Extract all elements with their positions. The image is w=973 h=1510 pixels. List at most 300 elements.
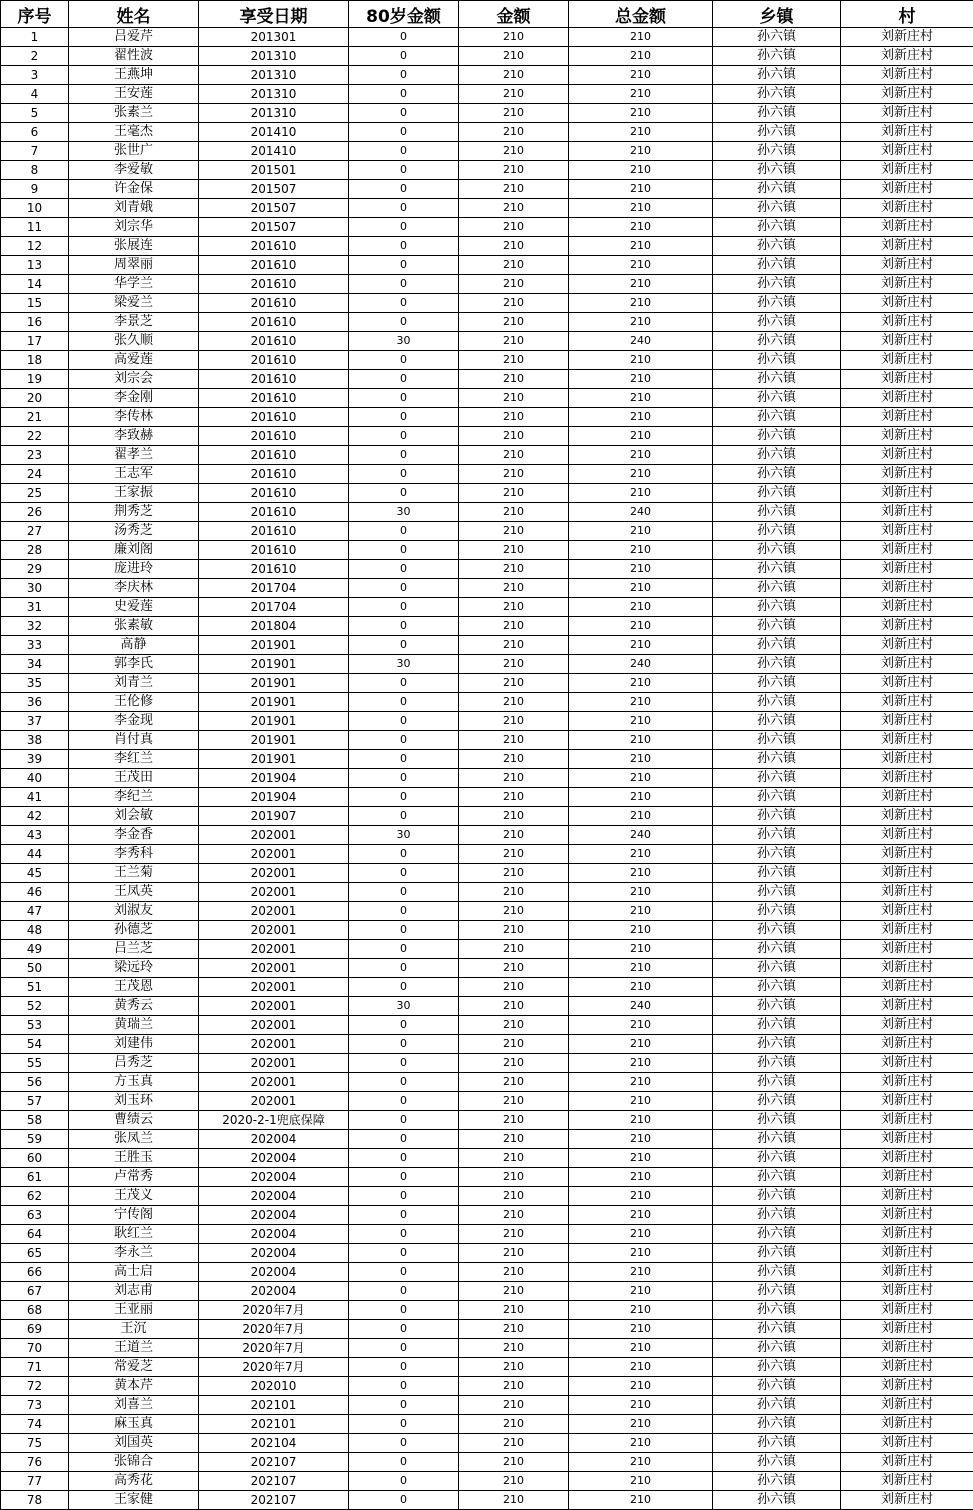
table-row [1, 1016, 973, 1035]
cell-town: 孙六镇 [713, 370, 841, 389]
cell-age80-amount: 0 [349, 560, 459, 579]
cell-village: 刘新庄村 [841, 522, 973, 541]
cell-start-date: 202004 [199, 1282, 349, 1301]
cell-town: 孙六镇 [713, 1149, 841, 1168]
cell-name: 李传林 [69, 408, 199, 427]
table-row [1, 85, 973, 104]
cell-index: 19 [1, 370, 69, 389]
cell-index: 39 [1, 750, 69, 769]
cell-start-date: 202107 [199, 1472, 349, 1491]
cell-start-date: 2020年7月 [199, 1339, 349, 1358]
cell-index: 20 [1, 389, 69, 408]
cell-name: 高士启 [69, 1263, 199, 1282]
cell-age80-amount: 0 [349, 788, 459, 807]
cell-index: 25 [1, 484, 69, 503]
cell-town: 孙六镇 [713, 1092, 841, 1111]
cell-town: 孙六镇 [713, 1035, 841, 1054]
table-row [1, 1111, 973, 1130]
cell-amount: 210 [459, 427, 569, 446]
cell-age80-amount: 0 [349, 1149, 459, 1168]
cell-name: 许金保 [69, 180, 199, 199]
cell-name: 王茂恩 [69, 978, 199, 997]
cell-age80-amount: 0 [349, 484, 459, 503]
cell-age80-amount: 0 [349, 161, 459, 180]
cell-start-date: 2020年7月 [199, 1320, 349, 1339]
cell-start-date: 201610 [199, 275, 349, 294]
table-row [1, 1263, 973, 1282]
cell-amount: 210 [459, 1396, 569, 1415]
cell-total-amount: 210 [569, 769, 713, 788]
cell-village: 刘新庄村 [841, 712, 973, 731]
cell-age80-amount: 0 [349, 1130, 459, 1149]
cell-village: 刘新庄村 [841, 1358, 973, 1377]
cell-age80-amount: 0 [349, 579, 459, 598]
cell-amount: 210 [459, 1092, 569, 1111]
cell-name: 常爱芝 [69, 1358, 199, 1377]
cell-age80-amount: 0 [349, 1187, 459, 1206]
cell-total-amount: 210 [569, 1206, 713, 1225]
cell-age80-amount: 0 [349, 883, 459, 902]
table-row [1, 180, 973, 199]
table-row [1, 1130, 973, 1149]
table-row [1, 427, 973, 446]
cell-name: 李红兰 [69, 750, 199, 769]
cell-index: 32 [1, 617, 69, 636]
cell-start-date: 202001 [199, 1054, 349, 1073]
cell-age80-amount: 0 [349, 541, 459, 560]
cell-start-date: 201901 [199, 731, 349, 750]
cell-village: 刘新庄村 [841, 294, 973, 313]
cell-amount: 210 [459, 199, 569, 218]
cell-name: 翟孝兰 [69, 446, 199, 465]
table-row [1, 446, 973, 465]
cell-total-amount: 210 [569, 370, 713, 389]
table-row [1, 864, 973, 883]
cell-total-amount: 210 [569, 408, 713, 427]
cell-total-amount: 210 [569, 921, 713, 940]
cell-village: 刘新庄村 [841, 85, 973, 104]
cell-index: 15 [1, 294, 69, 313]
cell-index: 51 [1, 978, 69, 997]
cell-start-date: 202001 [199, 1073, 349, 1092]
cell-village: 刘新庄村 [841, 617, 973, 636]
table-row [1, 541, 973, 560]
cell-village: 刘新庄村 [841, 1472, 973, 1491]
cell-age80-amount: 30 [349, 997, 459, 1016]
table-row [1, 1320, 973, 1339]
cell-index: 43 [1, 826, 69, 845]
cell-start-date: 202001 [199, 1016, 349, 1035]
cell-village: 刘新庄村 [841, 370, 973, 389]
cell-total-amount: 210 [569, 712, 713, 731]
cell-index: 36 [1, 693, 69, 712]
cell-index: 23 [1, 446, 69, 465]
cell-age80-amount: 0 [349, 1263, 459, 1282]
table-row [1, 332, 973, 351]
table-row [1, 598, 973, 617]
cell-amount: 210 [459, 47, 569, 66]
cell-age80-amount: 0 [349, 446, 459, 465]
cell-name: 王伦修 [69, 693, 199, 712]
cell-amount: 210 [459, 370, 569, 389]
cell-amount: 210 [459, 921, 569, 940]
table-row [1, 1301, 973, 1320]
cell-town: 孙六镇 [713, 1187, 841, 1206]
cell-index: 6 [1, 123, 69, 142]
cell-amount: 210 [459, 579, 569, 598]
cell-age80-amount: 0 [349, 1054, 459, 1073]
cell-start-date: 202001 [199, 826, 349, 845]
table-row [1, 1491, 973, 1510]
table-row [1, 997, 973, 1016]
cell-total-amount: 210 [569, 1187, 713, 1206]
cell-start-date: 202107 [199, 1453, 349, 1472]
cell-amount: 210 [459, 978, 569, 997]
cell-town: 孙六镇 [713, 731, 841, 750]
cell-village: 刘新庄村 [841, 1396, 973, 1415]
table-row [1, 1453, 973, 1472]
table-row [1, 788, 973, 807]
cell-total-amount: 210 [569, 28, 713, 47]
header-index: 序号 [1, 1, 69, 28]
table-row [1, 313, 973, 332]
cell-name: 王茂义 [69, 1187, 199, 1206]
cell-total-amount: 210 [569, 1149, 713, 1168]
cell-town: 孙六镇 [713, 769, 841, 788]
cell-town: 孙六镇 [713, 1130, 841, 1149]
cell-start-date: 201610 [199, 237, 349, 256]
table-row [1, 1187, 973, 1206]
cell-name: 李景芝 [69, 313, 199, 332]
cell-amount: 210 [459, 1130, 569, 1149]
cell-town: 孙六镇 [713, 85, 841, 104]
cell-amount: 210 [459, 313, 569, 332]
table-row [1, 389, 973, 408]
cell-amount: 210 [459, 66, 569, 85]
table-row [1, 1377, 973, 1396]
cell-total-amount: 210 [569, 142, 713, 161]
cell-amount: 210 [459, 389, 569, 408]
cell-total-amount: 210 [569, 180, 713, 199]
cell-index: 8 [1, 161, 69, 180]
header-village: 村 [841, 1, 973, 28]
cell-total-amount: 210 [569, 940, 713, 959]
cell-village: 刘新庄村 [841, 1016, 973, 1035]
cell-total-amount: 210 [569, 199, 713, 218]
cell-start-date: 202001 [199, 845, 349, 864]
cell-village: 刘新庄村 [841, 66, 973, 85]
cell-name: 曹绩云 [69, 1111, 199, 1130]
cell-town: 孙六镇 [713, 313, 841, 332]
cell-village: 刘新庄村 [841, 142, 973, 161]
cell-village: 刘新庄村 [841, 1377, 973, 1396]
cell-name: 吕爱芹 [69, 28, 199, 47]
cell-town: 孙六镇 [713, 655, 841, 674]
cell-amount: 210 [459, 294, 569, 313]
cell-town: 孙六镇 [713, 750, 841, 769]
cell-name: 王亚丽 [69, 1301, 199, 1320]
cell-total-amount: 240 [569, 332, 713, 351]
table-row [1, 1415, 973, 1434]
cell-town: 孙六镇 [713, 1073, 841, 1092]
cell-amount: 210 [459, 1339, 569, 1358]
cell-name: 王道兰 [69, 1339, 199, 1358]
cell-name: 梁远玲 [69, 959, 199, 978]
cell-age80-amount: 0 [349, 199, 459, 218]
cell-name: 刘宗会 [69, 370, 199, 389]
cell-amount: 210 [459, 408, 569, 427]
cell-amount: 210 [459, 256, 569, 275]
table-row [1, 294, 973, 313]
cell-age80-amount: 0 [349, 769, 459, 788]
cell-age80-amount: 0 [349, 522, 459, 541]
cell-age80-amount: 0 [349, 1491, 459, 1510]
table-row [1, 104, 973, 123]
cell-index: 71 [1, 1358, 69, 1377]
cell-amount: 210 [459, 180, 569, 199]
cell-total-amount: 210 [569, 598, 713, 617]
cell-village: 刘新庄村 [841, 1415, 973, 1434]
table-row [1, 1339, 973, 1358]
cell-amount: 210 [459, 522, 569, 541]
table-row [1, 1225, 973, 1244]
cell-index: 3 [1, 66, 69, 85]
cell-start-date: 201610 [199, 541, 349, 560]
cell-amount: 210 [459, 1377, 569, 1396]
cell-name: 王家健 [69, 1491, 199, 1510]
cell-total-amount: 210 [569, 275, 713, 294]
cell-village: 刘新庄村 [841, 1263, 973, 1282]
cell-total-amount: 210 [569, 1301, 713, 1320]
cell-name: 李金现 [69, 712, 199, 731]
cell-town: 孙六镇 [713, 28, 841, 47]
cell-village: 刘新庄村 [841, 959, 973, 978]
cell-start-date: 202001 [199, 1035, 349, 1054]
cell-start-date: 201610 [199, 408, 349, 427]
cell-amount: 210 [459, 1491, 569, 1510]
cell-town: 孙六镇 [713, 1111, 841, 1130]
cell-start-date: 202001 [199, 940, 349, 959]
table-row [1, 1434, 973, 1453]
cell-name: 王沉 [69, 1320, 199, 1339]
cell-village: 刘新庄村 [841, 484, 973, 503]
table-row [1, 579, 973, 598]
table-row [1, 921, 973, 940]
cell-amount: 210 [459, 750, 569, 769]
cell-village: 刘新庄村 [841, 332, 973, 351]
cell-total-amount: 210 [569, 237, 713, 256]
table-row [1, 47, 973, 66]
cell-town: 孙六镇 [713, 598, 841, 617]
cell-amount: 210 [459, 1320, 569, 1339]
cell-age80-amount: 30 [349, 655, 459, 674]
cell-town: 孙六镇 [713, 465, 841, 484]
cell-index: 4 [1, 85, 69, 104]
cell-town: 孙六镇 [713, 1339, 841, 1358]
cell-start-date: 202001 [199, 921, 349, 940]
table-row [1, 1472, 973, 1491]
cell-town: 孙六镇 [713, 427, 841, 446]
cell-village: 刘新庄村 [841, 1244, 973, 1263]
cell-amount: 210 [459, 1206, 569, 1225]
cell-total-amount: 210 [569, 1358, 713, 1377]
table-row [1, 1358, 973, 1377]
cell-index: 46 [1, 883, 69, 902]
table-row [1, 1396, 973, 1415]
cell-town: 孙六镇 [713, 199, 841, 218]
cell-town: 孙六镇 [713, 1301, 841, 1320]
cell-village: 刘新庄村 [841, 218, 973, 237]
cell-village: 刘新庄村 [841, 237, 973, 256]
cell-age80-amount: 0 [349, 921, 459, 940]
cell-name: 王胜玉 [69, 1149, 199, 1168]
cell-village: 刘新庄村 [841, 1453, 973, 1472]
cell-town: 孙六镇 [713, 1206, 841, 1225]
cell-amount: 210 [459, 1263, 569, 1282]
cell-town: 孙六镇 [713, 636, 841, 655]
cell-town: 孙六镇 [713, 484, 841, 503]
table-row [1, 199, 973, 218]
cell-start-date: 201610 [199, 465, 349, 484]
cell-age80-amount: 0 [349, 427, 459, 446]
cell-village: 刘新庄村 [841, 826, 973, 845]
cell-town: 孙六镇 [713, 1415, 841, 1434]
cell-total-amount: 210 [569, 959, 713, 978]
cell-village: 刘新庄村 [841, 598, 973, 617]
cell-amount: 210 [459, 693, 569, 712]
cell-start-date: 201501 [199, 161, 349, 180]
cell-town: 孙六镇 [713, 807, 841, 826]
cell-amount: 210 [459, 1168, 569, 1187]
table-row [1, 237, 973, 256]
cell-town: 孙六镇 [713, 522, 841, 541]
cell-index: 31 [1, 598, 69, 617]
cell-name: 周翠丽 [69, 256, 199, 275]
cell-start-date: 201907 [199, 807, 349, 826]
cell-name: 刘会敏 [69, 807, 199, 826]
cell-age80-amount: 0 [349, 1377, 459, 1396]
cell-index: 35 [1, 674, 69, 693]
table-row [1, 503, 973, 522]
cell-age80-amount: 0 [349, 750, 459, 769]
cell-age80-amount: 0 [349, 370, 459, 389]
cell-name: 张久顺 [69, 332, 199, 351]
cell-age80-amount: 0 [349, 1396, 459, 1415]
cell-amount: 210 [459, 1434, 569, 1453]
cell-village: 刘新庄村 [841, 769, 973, 788]
cell-name: 刘淑友 [69, 902, 199, 921]
cell-town: 孙六镇 [713, 845, 841, 864]
cell-index: 34 [1, 655, 69, 674]
cell-age80-amount: 0 [349, 807, 459, 826]
cell-town: 孙六镇 [713, 617, 841, 636]
header-town: 乡镇 [713, 1, 841, 28]
cell-total-amount: 210 [569, 1054, 713, 1073]
table-row [1, 883, 973, 902]
cell-age80-amount: 0 [349, 408, 459, 427]
cell-index: 5 [1, 104, 69, 123]
cell-start-date: 202101 [199, 1415, 349, 1434]
cell-village: 刘新庄村 [841, 1073, 973, 1092]
cell-town: 孙六镇 [713, 351, 841, 370]
cell-amount: 210 [459, 1453, 569, 1472]
cell-age80-amount: 0 [349, 674, 459, 693]
cell-index: 45 [1, 864, 69, 883]
header-name: 姓名 [69, 1, 199, 28]
table-row [1, 1206, 973, 1225]
cell-total-amount: 210 [569, 123, 713, 142]
cell-total-amount: 210 [569, 427, 713, 446]
cell-village: 刘新庄村 [841, 47, 973, 66]
cell-village: 刘新庄村 [841, 1301, 973, 1320]
cell-age80-amount: 0 [349, 1035, 459, 1054]
cell-name: 刘青娥 [69, 199, 199, 218]
cell-start-date: 201610 [199, 389, 349, 408]
header-total-amount: 总金额 [569, 1, 713, 28]
cell-village: 刘新庄村 [841, 256, 973, 275]
cell-start-date: 202107 [199, 1491, 349, 1510]
cell-town: 孙六镇 [713, 940, 841, 959]
cell-town: 孙六镇 [713, 332, 841, 351]
cell-index: 24 [1, 465, 69, 484]
table-row [1, 522, 973, 541]
cell-amount: 210 [459, 731, 569, 750]
table-row [1, 769, 973, 788]
cell-age80-amount: 0 [349, 1453, 459, 1472]
cell-name: 张锦合 [69, 1453, 199, 1472]
cell-age80-amount: 0 [349, 940, 459, 959]
cell-name: 王毫杰 [69, 123, 199, 142]
table-row [1, 693, 973, 712]
cell-total-amount: 210 [569, 845, 713, 864]
cell-index: 72 [1, 1377, 69, 1396]
cell-amount: 210 [459, 541, 569, 560]
cell-age80-amount: 0 [349, 66, 459, 85]
cell-town: 孙六镇 [713, 959, 841, 978]
cell-village: 刘新庄村 [841, 408, 973, 427]
cell-age80-amount: 0 [349, 1339, 459, 1358]
cell-name: 王安莲 [69, 85, 199, 104]
cell-index: 44 [1, 845, 69, 864]
cell-start-date: 201901 [199, 712, 349, 731]
cell-village: 刘新庄村 [841, 579, 973, 598]
cell-town: 孙六镇 [713, 1491, 841, 1510]
cell-amount: 210 [459, 560, 569, 579]
cell-age80-amount: 0 [349, 256, 459, 275]
cell-start-date: 2020年7月 [199, 1301, 349, 1320]
cell-town: 孙六镇 [713, 237, 841, 256]
cell-start-date: 201610 [199, 484, 349, 503]
cell-amount: 210 [459, 1415, 569, 1434]
cell-age80-amount: 0 [349, 85, 459, 104]
table-row [1, 636, 973, 655]
cell-town: 孙六镇 [713, 1472, 841, 1491]
cell-name: 肖付真 [69, 731, 199, 750]
cell-amount: 210 [459, 161, 569, 180]
cell-amount: 210 [459, 769, 569, 788]
cell-town: 孙六镇 [713, 579, 841, 598]
cell-village: 刘新庄村 [841, 788, 973, 807]
cell-name: 张素兰 [69, 104, 199, 123]
cell-town: 孙六镇 [713, 503, 841, 522]
cell-village: 刘新庄村 [841, 180, 973, 199]
cell-age80-amount: 0 [349, 1168, 459, 1187]
cell-village: 刘新庄村 [841, 1225, 973, 1244]
cell-index: 27 [1, 522, 69, 541]
cell-total-amount: 210 [569, 313, 713, 332]
cell-village: 刘新庄村 [841, 199, 973, 218]
cell-amount: 210 [459, 28, 569, 47]
